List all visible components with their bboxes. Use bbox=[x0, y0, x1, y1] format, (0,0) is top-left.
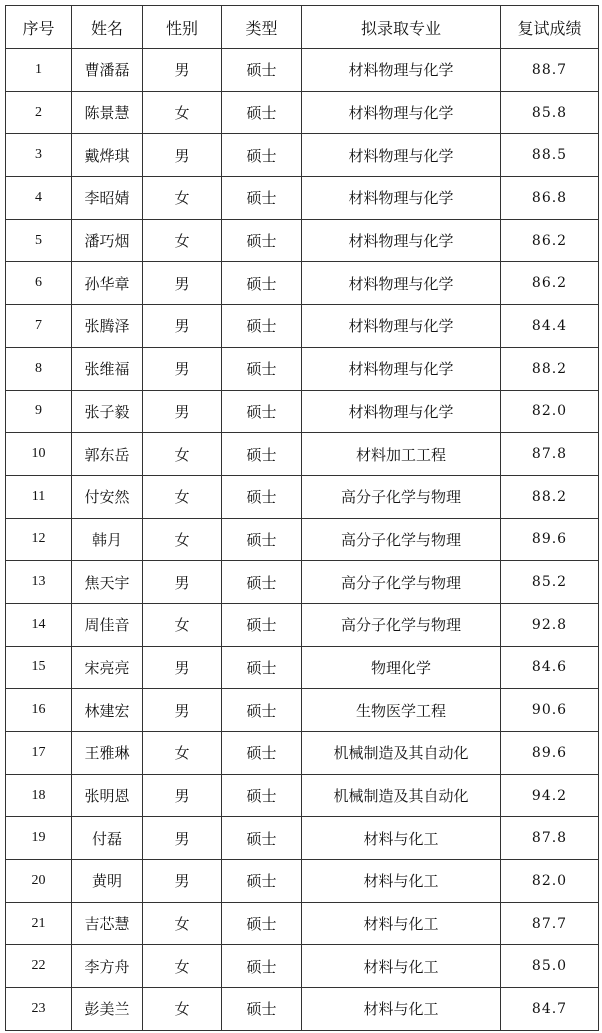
cell-type: 硕士 bbox=[222, 561, 302, 604]
header-name: 姓名 bbox=[72, 6, 143, 49]
cell-name: 郭东岳 bbox=[72, 433, 143, 476]
header-gender: 性别 bbox=[143, 6, 222, 49]
table-row bbox=[6, 988, 599, 1031]
cell-major: 材料加工工程 bbox=[302, 433, 501, 476]
cell-index: 13 bbox=[6, 561, 72, 604]
cell-type: 硕士 bbox=[222, 262, 302, 305]
cell-gender: 男 bbox=[143, 390, 222, 433]
cell-major: 高分子化学与物理 bbox=[302, 561, 501, 604]
table-row bbox=[6, 134, 599, 177]
cell-gender: 女 bbox=[143, 988, 222, 1031]
cell-gender: 男 bbox=[143, 774, 222, 817]
cell-major: 机械制造及其自动化 bbox=[302, 774, 501, 817]
table-row bbox=[6, 689, 599, 732]
table-row bbox=[6, 603, 599, 646]
cell-name: 孙华章 bbox=[72, 262, 143, 305]
cell-name: 王雅琳 bbox=[72, 732, 143, 775]
cell-score: 85.2 bbox=[501, 561, 599, 604]
cell-index: 6 bbox=[6, 262, 72, 305]
cell-index: 7 bbox=[6, 305, 72, 348]
cell-type: 硕士 bbox=[222, 347, 302, 390]
table-row bbox=[6, 390, 599, 433]
cell-score: 89.6 bbox=[501, 732, 599, 775]
cell-name: 陈景慧 bbox=[72, 91, 143, 134]
cell-gender: 女 bbox=[143, 91, 222, 134]
cell-gender: 男 bbox=[143, 347, 222, 390]
cell-gender: 女 bbox=[143, 433, 222, 476]
cell-index: 16 bbox=[6, 689, 72, 732]
cell-index: 15 bbox=[6, 646, 72, 689]
admission-table bbox=[5, 5, 599, 1031]
cell-major: 材料与化工 bbox=[302, 817, 501, 860]
cell-name: 戴烨琪 bbox=[72, 134, 143, 177]
cell-score: 88.7 bbox=[501, 49, 599, 92]
cell-score: 84.6 bbox=[501, 646, 599, 689]
table-row bbox=[6, 177, 599, 220]
cell-index: 3 bbox=[6, 134, 72, 177]
cell-gender: 女 bbox=[143, 219, 222, 262]
cell-name: 周佳音 bbox=[72, 603, 143, 646]
cell-index: 18 bbox=[6, 774, 72, 817]
cell-major: 生物医学工程 bbox=[302, 689, 501, 732]
cell-major: 材料与化工 bbox=[302, 902, 501, 945]
header-index: 序号 bbox=[6, 6, 72, 49]
cell-type: 硕士 bbox=[222, 860, 302, 903]
cell-major: 高分子化学与物理 bbox=[302, 518, 501, 561]
cell-score: 88.5 bbox=[501, 134, 599, 177]
cell-type: 硕士 bbox=[222, 774, 302, 817]
header-major: 拟录取专业 bbox=[302, 6, 501, 49]
cell-name: 宋亮亮 bbox=[72, 646, 143, 689]
cell-index: 17 bbox=[6, 732, 72, 775]
cell-major: 材料物理与化学 bbox=[302, 347, 501, 390]
cell-name: 付磊 bbox=[72, 817, 143, 860]
cell-major: 材料物理与化学 bbox=[302, 262, 501, 305]
cell-gender: 男 bbox=[143, 134, 222, 177]
cell-name: 林建宏 bbox=[72, 689, 143, 732]
cell-index: 21 bbox=[6, 902, 72, 945]
cell-name: 李方舟 bbox=[72, 945, 143, 988]
table-row bbox=[6, 475, 599, 518]
cell-type: 硕士 bbox=[222, 518, 302, 561]
cell-type: 硕士 bbox=[222, 91, 302, 134]
table-body bbox=[6, 49, 599, 1031]
cell-score: 85.0 bbox=[501, 945, 599, 988]
table-row bbox=[6, 347, 599, 390]
table-row bbox=[6, 817, 599, 860]
table-row bbox=[6, 49, 599, 92]
cell-type: 硕士 bbox=[222, 134, 302, 177]
cell-score: 82.0 bbox=[501, 390, 599, 433]
cell-index: 1 bbox=[6, 49, 72, 92]
cell-major: 高分子化学与物理 bbox=[302, 475, 501, 518]
cell-major: 材料物理与化学 bbox=[302, 390, 501, 433]
cell-score: 87.7 bbox=[501, 902, 599, 945]
cell-type: 硕士 bbox=[222, 305, 302, 348]
cell-gender: 男 bbox=[143, 860, 222, 903]
cell-name: 李昭婧 bbox=[72, 177, 143, 220]
cell-index: 9 bbox=[6, 390, 72, 433]
table-row bbox=[6, 902, 599, 945]
cell-score: 84.7 bbox=[501, 988, 599, 1031]
table-row bbox=[6, 561, 599, 604]
table-row bbox=[6, 646, 599, 689]
cell-gender: 女 bbox=[143, 475, 222, 518]
cell-gender: 女 bbox=[143, 732, 222, 775]
cell-gender: 女 bbox=[143, 518, 222, 561]
cell-major: 材料物理与化学 bbox=[302, 49, 501, 92]
table-row bbox=[6, 91, 599, 134]
cell-score: 82.0 bbox=[501, 860, 599, 903]
cell-index: 11 bbox=[6, 475, 72, 518]
header-score: 复试成绩 bbox=[501, 6, 599, 49]
cell-score: 86.2 bbox=[501, 262, 599, 305]
cell-type: 硕士 bbox=[222, 902, 302, 945]
cell-score: 94.2 bbox=[501, 774, 599, 817]
cell-type: 硕士 bbox=[222, 177, 302, 220]
cell-index: 8 bbox=[6, 347, 72, 390]
table-row bbox=[6, 262, 599, 305]
table-row bbox=[6, 945, 599, 988]
table-row bbox=[6, 732, 599, 775]
header-row bbox=[6, 6, 599, 49]
cell-index: 23 bbox=[6, 988, 72, 1031]
cell-gender: 女 bbox=[143, 902, 222, 945]
cell-name: 焦天宇 bbox=[72, 561, 143, 604]
cell-major: 材料物理与化学 bbox=[302, 91, 501, 134]
table-row bbox=[6, 219, 599, 262]
cell-type: 硕士 bbox=[222, 603, 302, 646]
cell-name: 张维福 bbox=[72, 347, 143, 390]
table-row bbox=[6, 774, 599, 817]
cell-name: 张明恩 bbox=[72, 774, 143, 817]
cell-name: 吉芯慧 bbox=[72, 902, 143, 945]
cell-major: 材料物理与化学 bbox=[302, 219, 501, 262]
cell-score: 86.2 bbox=[501, 219, 599, 262]
table-row bbox=[6, 305, 599, 348]
cell-type: 硕士 bbox=[222, 732, 302, 775]
cell-major: 高分子化学与物理 bbox=[302, 603, 501, 646]
cell-score: 87.8 bbox=[501, 433, 599, 476]
cell-index: 4 bbox=[6, 177, 72, 220]
cell-name: 彭美兰 bbox=[72, 988, 143, 1031]
table-row bbox=[6, 433, 599, 476]
cell-index: 14 bbox=[6, 603, 72, 646]
cell-type: 硕士 bbox=[222, 689, 302, 732]
cell-index: 19 bbox=[6, 817, 72, 860]
cell-gender: 男 bbox=[143, 49, 222, 92]
cell-score: 89.6 bbox=[501, 518, 599, 561]
cell-major: 材料物理与化学 bbox=[302, 177, 501, 220]
cell-major: 物理化学 bbox=[302, 646, 501, 689]
cell-score: 84.4 bbox=[501, 305, 599, 348]
cell-name: 付安然 bbox=[72, 475, 143, 518]
cell-major: 材料与化工 bbox=[302, 988, 501, 1031]
cell-score: 90.6 bbox=[501, 689, 599, 732]
cell-gender: 女 bbox=[143, 177, 222, 220]
cell-type: 硕士 bbox=[222, 49, 302, 92]
cell-major: 材料与化工 bbox=[302, 945, 501, 988]
cell-type: 硕士 bbox=[222, 475, 302, 518]
cell-name: 黄明 bbox=[72, 860, 143, 903]
cell-name: 张子毅 bbox=[72, 390, 143, 433]
cell-type: 硕士 bbox=[222, 945, 302, 988]
cell-gender: 女 bbox=[143, 945, 222, 988]
header-type: 类型 bbox=[222, 6, 302, 49]
cell-index: 5 bbox=[6, 219, 72, 262]
cell-score: 88.2 bbox=[501, 475, 599, 518]
cell-major: 材料物理与化学 bbox=[302, 305, 501, 348]
cell-index: 10 bbox=[6, 433, 72, 476]
table-row bbox=[6, 518, 599, 561]
cell-name: 曹潘磊 bbox=[72, 49, 143, 92]
cell-type: 硕士 bbox=[222, 390, 302, 433]
cell-type: 硕士 bbox=[222, 817, 302, 860]
cell-score: 87.8 bbox=[501, 817, 599, 860]
cell-name: 潘巧烟 bbox=[72, 219, 143, 262]
cell-gender: 女 bbox=[143, 603, 222, 646]
cell-name: 张腾泽 bbox=[72, 305, 143, 348]
cell-gender: 男 bbox=[143, 305, 222, 348]
cell-index: 2 bbox=[6, 91, 72, 134]
cell-score: 86.8 bbox=[501, 177, 599, 220]
cell-score: 85.8 bbox=[501, 91, 599, 134]
cell-major: 材料物理与化学 bbox=[302, 134, 501, 177]
cell-type: 硕士 bbox=[222, 988, 302, 1031]
cell-score: 88.2 bbox=[501, 347, 599, 390]
cell-gender: 男 bbox=[143, 262, 222, 305]
cell-type: 硕士 bbox=[222, 646, 302, 689]
cell-index: 12 bbox=[6, 518, 72, 561]
table-header bbox=[6, 6, 599, 49]
cell-type: 硕士 bbox=[222, 219, 302, 262]
cell-name: 韩月 bbox=[72, 518, 143, 561]
cell-index: 22 bbox=[6, 945, 72, 988]
cell-type: 硕士 bbox=[222, 433, 302, 476]
cell-score: 92.8 bbox=[501, 603, 599, 646]
cell-gender: 男 bbox=[143, 646, 222, 689]
table-row bbox=[6, 860, 599, 903]
cell-major: 材料与化工 bbox=[302, 860, 501, 903]
cell-gender: 男 bbox=[143, 817, 222, 860]
cell-gender: 男 bbox=[143, 561, 222, 604]
cell-gender: 男 bbox=[143, 689, 222, 732]
cell-index: 20 bbox=[6, 860, 72, 903]
cell-major: 机械制造及其自动化 bbox=[302, 732, 501, 775]
